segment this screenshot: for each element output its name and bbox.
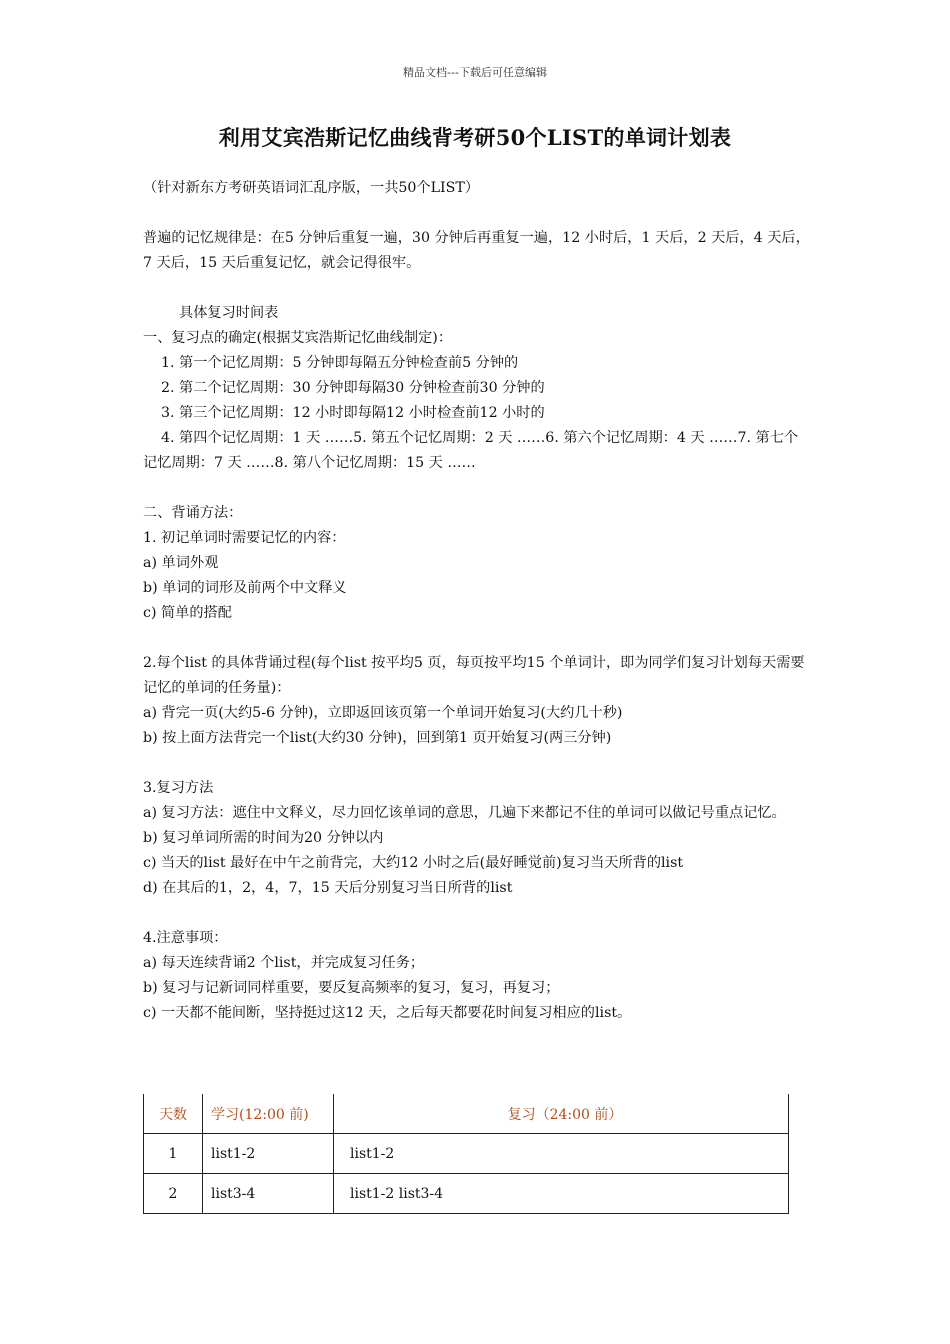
- list-item: a) 复习方法：遮住中文释义，尽力回忆该单词的意思，几遍下来都记不住的单词可以做记号重点记忆。: [143, 805, 786, 821]
- list-item: b) 按上面方法背完一个list(大约30 分钟)，回到第1 页开始复习(两三分钟): [143, 730, 612, 746]
- cell-review: list1-2 list3-4: [334, 1174, 789, 1214]
- header-day: 天数: [144, 1094, 203, 1134]
- plan-table: [143, 1094, 789, 1214]
- cycle-item: 2. 第二个记忆周期：30 分钟即每隔30 分钟检查前30 分钟的: [161, 380, 545, 396]
- header-review: 复习（24:00 前）: [334, 1094, 789, 1134]
- section1-title: 一、复习点的确定(根据艾宾浩斯记忆曲线制定)：: [143, 330, 453, 346]
- method-3-title: 3.复习方法: [143, 780, 214, 796]
- cycle-item-4: 4. 第四个记忆周期：1 天 ……5. 第五个记忆周期：2 天 ……6. 第六个记忆周期：4 天 ……7. 第七个记忆周期：7 天 ……8. 第八个记忆周期：15 天 ……: [143, 430, 799, 471]
- cell-study: list1-2: [203, 1134, 334, 1174]
- table-row: [144, 1134, 789, 1174]
- list-item: a) 单词外观: [143, 555, 219, 571]
- list-item: c) 当天的list 最好在中午之前背完，大约12 小时之后(最好睡觉前)复习当天所背的list: [143, 855, 684, 871]
- cell-day: 1: [144, 1134, 203, 1174]
- list-item: c) 简单的搭配: [143, 605, 232, 621]
- schedule-heading: 具体复习时间表: [179, 305, 279, 321]
- section2-title: 二、背诵方法：: [143, 505, 243, 521]
- method-4-title: 4.注意事项：: [143, 930, 228, 946]
- table-header-row: [144, 1094, 789, 1134]
- table-row: [144, 1174, 789, 1214]
- list-item: b) 单词的词形及前两个中文释义: [143, 580, 347, 596]
- method-1-title: 1. 初记单词时需要记忆的内容：: [143, 530, 346, 546]
- list-item: a) 背完一页(大约5-6 分钟)，立即返回该页第一个单词开始复习(大约几十秒): [143, 705, 623, 721]
- cycle-item: 3. 第三个记忆周期：12 小时即每隔12 小时检查前12 小时的: [161, 405, 545, 421]
- list-item: a) 每天连续背诵2 个list，并完成复习任务；: [143, 955, 425, 971]
- cell-study: list3-4: [203, 1174, 334, 1214]
- page-header: 精品文档---下载后可任意编辑: [403, 66, 547, 79]
- cell-day: 2: [144, 1174, 203, 1214]
- subtitle: （针对新东方考研英语词汇乱序版，一共50个LIST）: [143, 180, 480, 196]
- list-item: b) 复习单词所需的时间为20 分钟以内: [143, 830, 384, 846]
- cycle-item: 1. 第一个记忆周期：5 分钟即每隔五分钟检查前5 分钟的: [161, 355, 519, 371]
- document-body: [143, 176, 811, 1026]
- list-item: d) 在其后的1，2，4，7，15 天后分别复习当日所背的list: [143, 880, 513, 896]
- document-title: 利用艾宾浩斯记忆曲线背考研50个LIST的单词计划表: [218, 125, 732, 150]
- intro-paragraph: 普遍的记忆规律是：在5 分钟后重复一遍，30 分钟后再重复一遍，12 小时后，1 天后，2 天后，4 天后，7 天后，15 天后重复记忆，就会记得很牢。: [143, 230, 810, 271]
- header-study: 学习(12:00 前): [203, 1094, 334, 1134]
- method-2-title: 2.每个list 的具体背诵过程(每个list 按平均5 页，每页按平均15 个单词计，即为同学们复习计划每天需要记忆的单词的任务量)：: [143, 655, 805, 696]
- list-item: b) 复习与记新词同样重要，要反复高频率的复习，复习，再复习；: [143, 980, 560, 996]
- cell-review: list1-2: [334, 1134, 789, 1174]
- list-item: c) 一天都不能间断，坚持挺过这12 天，之后每天都要花时间复习相应的list。: [143, 1005, 632, 1021]
